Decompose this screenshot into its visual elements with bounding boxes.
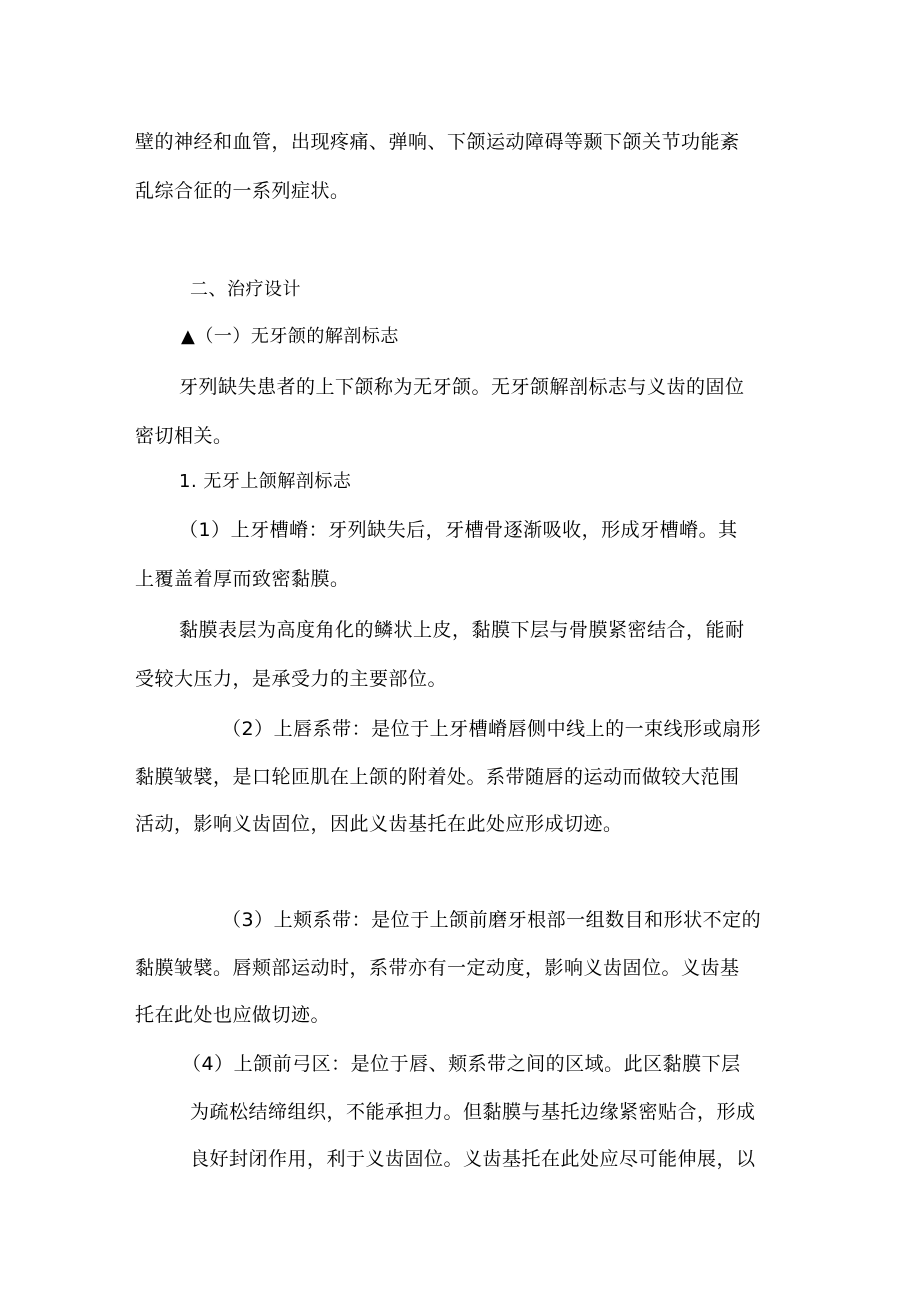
paragraph-line: （1）上牙槽嵴：牙列缺失后，牙槽骨逐渐吸收，形成牙槽嵴。其 bbox=[179, 519, 738, 541]
paragraph-line: （4）上颌前弓区：是位于唇、颊系带之间的区域。此区黏膜下层 bbox=[182, 1053, 741, 1075]
paragraph-line: 牙列缺失患者的上下颌称为无牙颌。无牙颌解剖标志与义齿的固位 bbox=[179, 376, 745, 398]
paragraph-line: 良好封闭作用，利于义齿固位。义齿基托在此处应尽可能伸展，以 bbox=[190, 1148, 756, 1170]
paragraph-line: 为疏松结缔组织，不能承担力。但黏膜与基托边缘紧密贴合，形成 bbox=[190, 1101, 756, 1123]
subsection-heading: ▲（一）无牙颌的解剖标志 bbox=[181, 326, 399, 347]
paragraph-line: 受较大压力，是承受力的主要部位。 bbox=[135, 668, 448, 690]
paragraph-line: （3）上颊系带：是位于上颌前磨牙根部一组数目和形状不定的 bbox=[222, 909, 762, 931]
paragraph-line: 黏膜皱襞。唇颊部运动时，系带亦有一定动度，影响义齿固位。义齿基 bbox=[135, 957, 740, 979]
list-heading: 1. 无牙上颌解剖标志 bbox=[179, 471, 352, 492]
paragraph-line: 上覆盖着厚而致密黏膜。 bbox=[135, 568, 350, 590]
paragraph-line: （2）上唇系带：是位于上牙槽嵴唇侧中线上的一束线形或扇形 bbox=[222, 718, 762, 740]
paragraph-line: 活动，影响义齿固位，因此义齿基托在此处应形成切迹。 bbox=[135, 813, 623, 835]
paragraph-line: 黏膜皱襞，是口轮匝肌在上颌的附着处。系带随唇的运动而做较大范围 bbox=[135, 766, 740, 788]
paragraph-line: 黏膜表层为高度角化的鳞状上皮，黏膜下层与骨膜紧密结合，能耐 bbox=[179, 619, 745, 641]
section-heading: 二、治疗设计 bbox=[190, 279, 301, 300]
paragraph-line: 密切相关。 bbox=[135, 425, 233, 447]
paragraph-line: 托在此处也应做切迹。 bbox=[135, 1004, 331, 1026]
paragraph-line: 壁的神经和血管，出现疼痛、弹响、下颌运动障碍等颞下颌关节功能紊 bbox=[135, 131, 740, 153]
paragraph-line: 乱综合征的一系列症状。 bbox=[135, 180, 350, 202]
